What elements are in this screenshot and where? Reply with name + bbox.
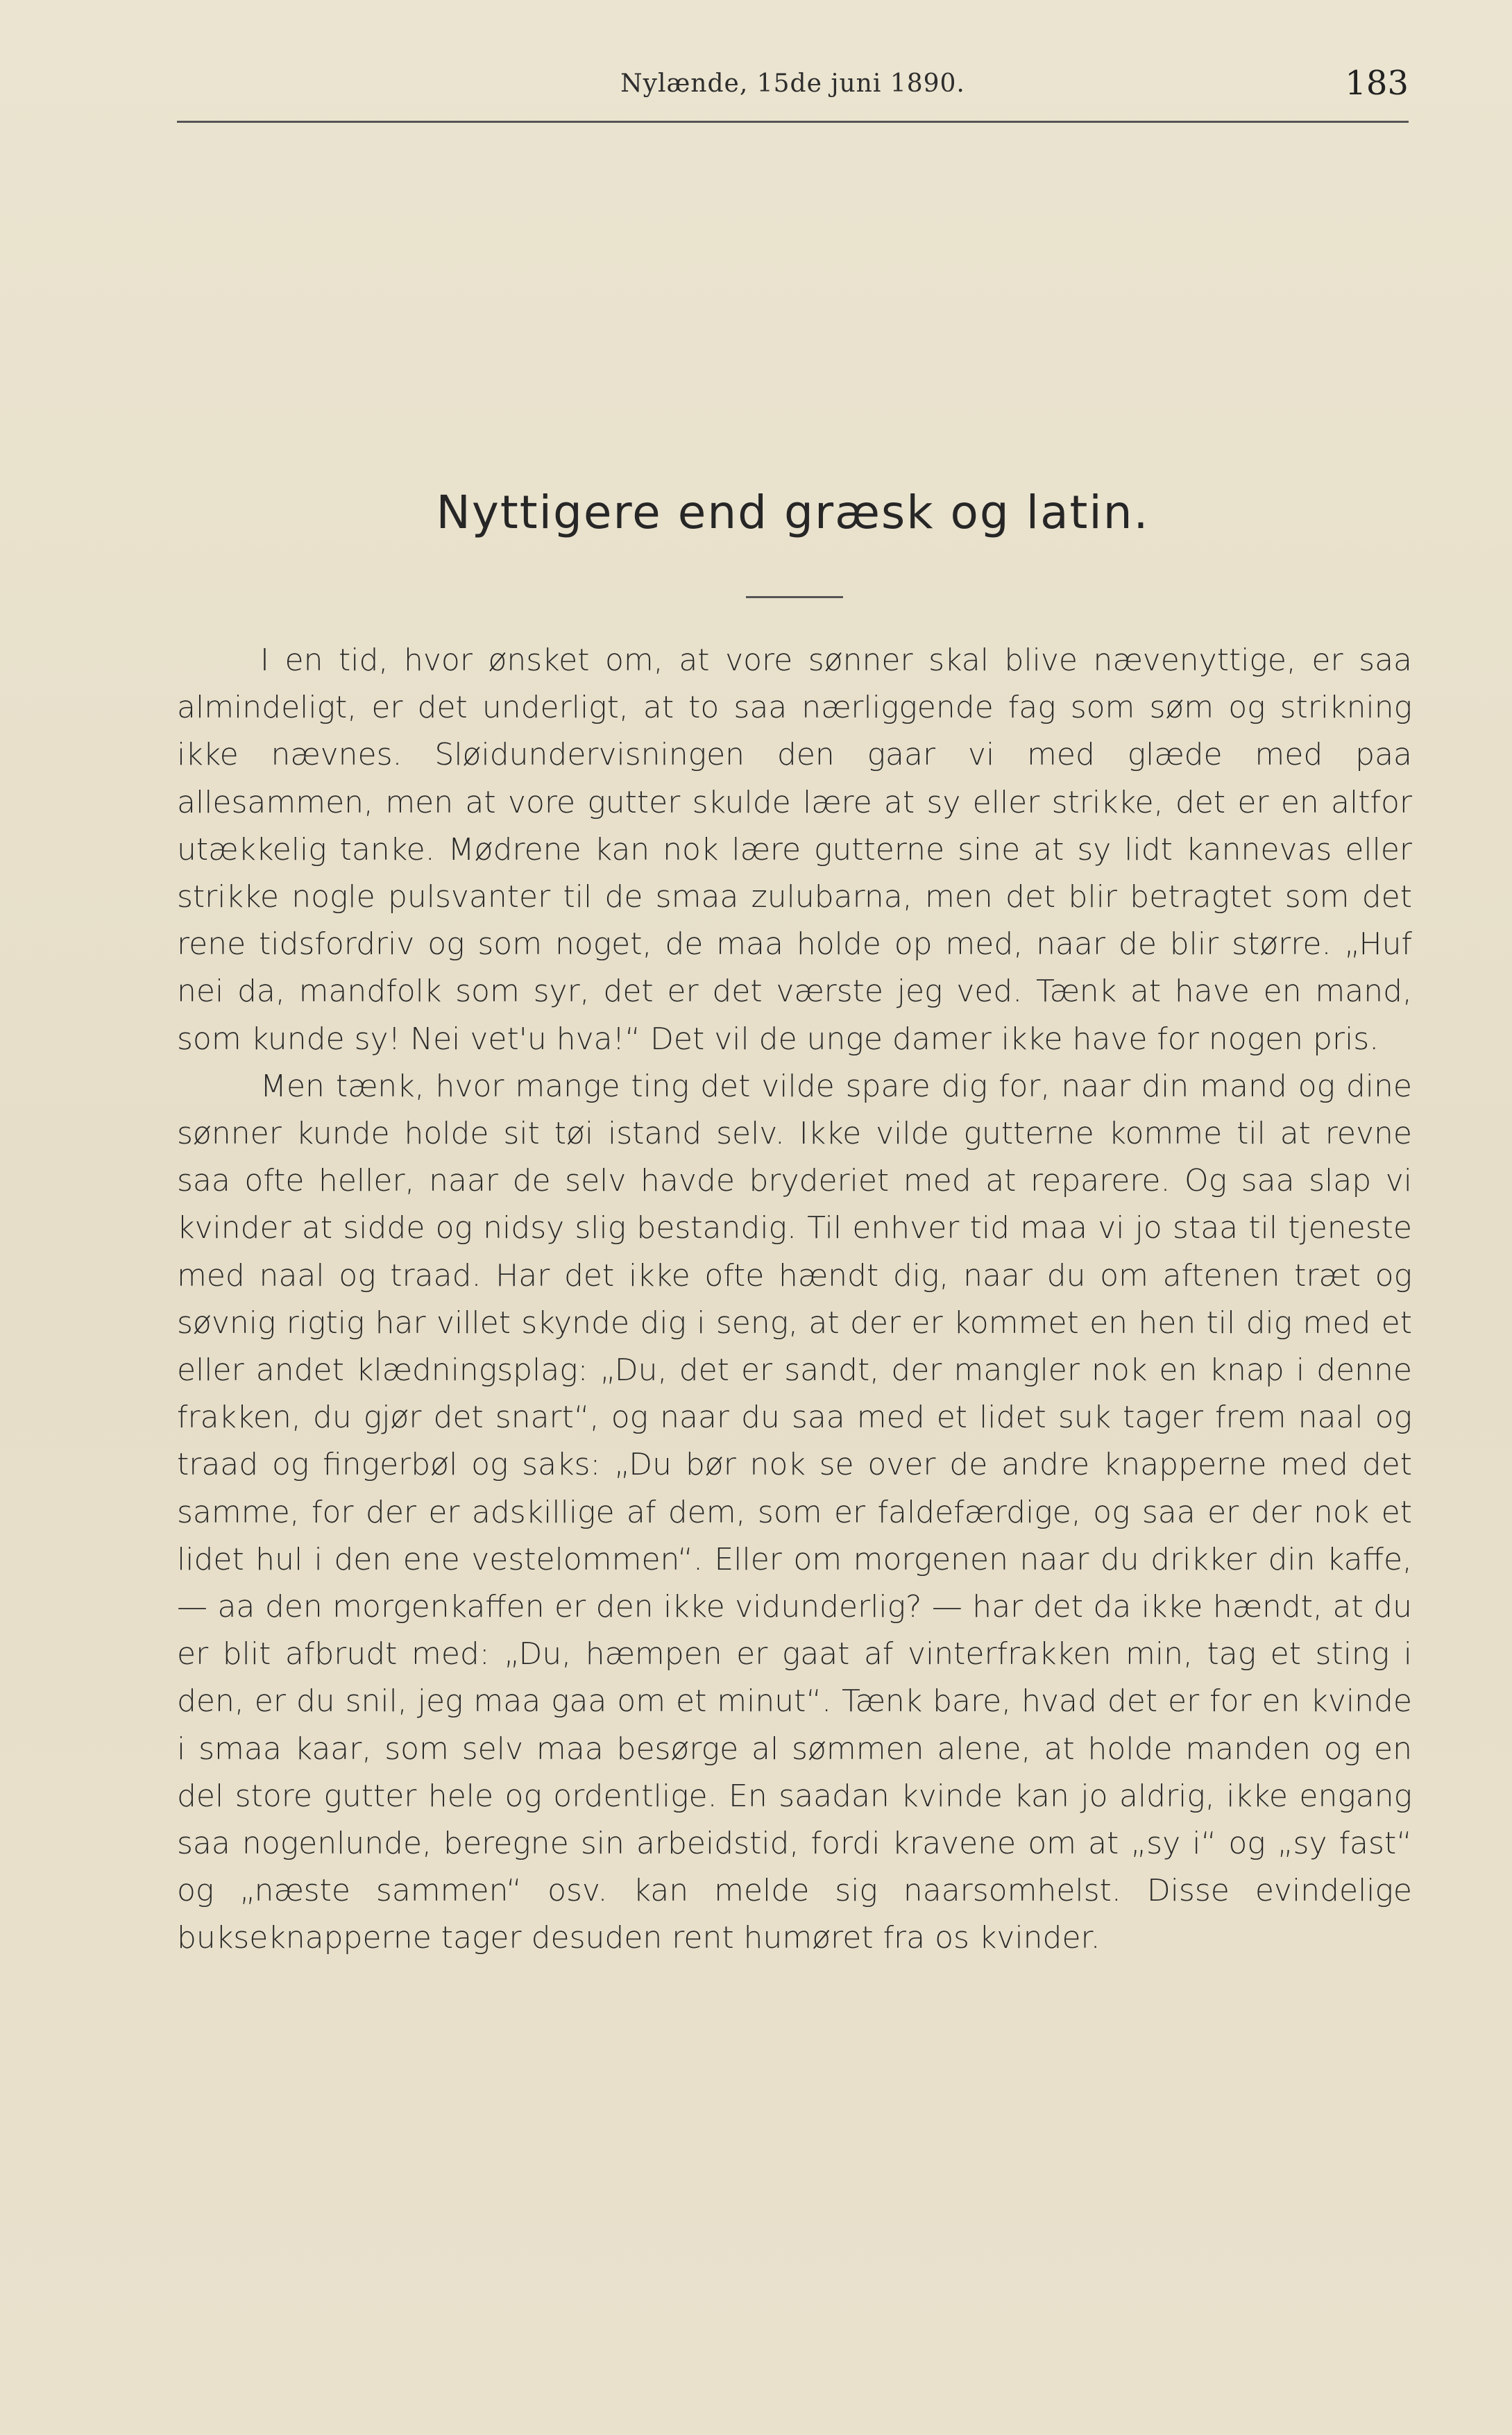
title-divider [746,596,843,598]
article-title: Nyttigere end græsk og latin. [436,486,1150,539]
page-number: 183 [1345,64,1409,103]
article-body [177,637,1412,1962]
header-rule [177,121,1409,123]
paragraph: I en tid, hvor ønsket om, at vore sønner skal blive nævenyttige, er saa almindeligt, er det underligt, at to saa nærliggende fag som søm og strikning ikke nævnes. Sløidundervisningen den gaar vi med glæde med paa allesammen, men at vore gutter skulde lære at sy eller strikke, det er en altfor utækkelig tanke. Mødrene kan nok lære gutterne sine at sy lidt kannevas eller strikke nogle pulsvanter til de smaa zulubarna, men det blir betragtet som det rene tidsfordriv og som noget, de maa holde op med, naar de blir større. „Huf nei da, mandfolk som syr, det er det værste jeg ved. Tænk at have en mand, som kunde sy! Nei vet'u hva!“ Det vil de unge damer ikke have for nogen pris. [177,643,1412,1057]
running-title: Nylænde, 15de juni 1890. [620,69,965,98]
running-header [177,64,1409,125]
paragraph: Men tænk, hvor mange ting det vilde spare dig for, naar din mand og dine sønner kunde holde sit tøi istand selv. Ikke vilde gutterne komme til at revne saa ofte heller, naar de selv havde bryderiet med at reparere. Og saa slap vi kvinder at sidde og nidsy slig bestandig. Til enhver tid maa vi jo staa til tjeneste med naal og traad. Har det ikke ofte hændt dig, naar du om aftenen træt og søvnig rigtig har villet skynde dig i seng, at der er kommet en hen til dig med et eller andet klædningsplag: „Du, det er sandt, der mangler nok en knap i denne frakken, du gjør det snart“, og naar du saa med et lidet suk tager frem naal og traad og fingerbøl og saks: „Du bør nok se over de andre knapperne med det samme, for der er adskillige af dem, som er faldefærdige, og saa er der nok et lidet hul i den ene vestelommen“. Eller om morgenen naar du drikker din kaffe, — aa den morgenkaffen er den ikke vidunderlig? — har det da ikke hændt, at du er blit afbrudt med: „Du, hæmpen er gaat af vinterfrakken min, tag et sting i den, er du snil, jeg maa gaa om et minut“. Tænk bare, hvad det er for en kvinde i smaa kaar, som selv maa besørge al sømmen alene, at holde manden og en del store gutter hele og ordentlige. En saadan kvinde kan jo aldrig, ikke engang saa nogenlunde, beregne sin arbeidstid, fordi kravene om at „sy i“ og „sy fast“ og „næste sammen“ osv. kan melde sig naarsomhelst. Disse evindelige bukseknapperne tager desuden rent humøret fra os kvinder. [177,1068,1412,1956]
